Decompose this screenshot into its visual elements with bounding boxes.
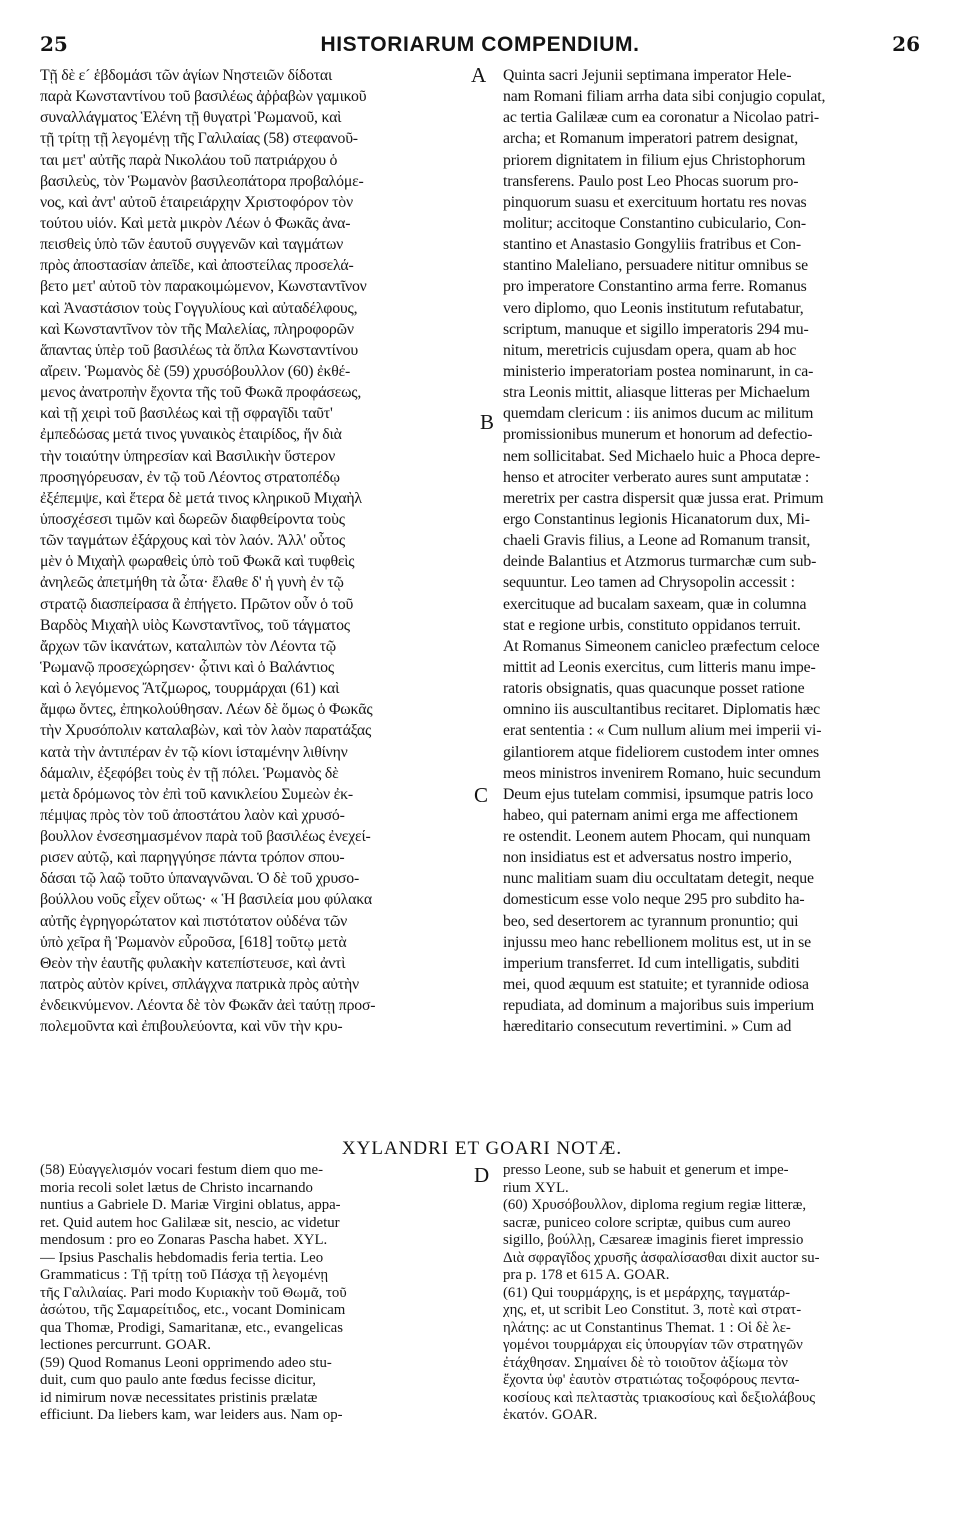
latin-text-line: repudiata, ad dominum a majoribus suis imperium (503, 997, 815, 1015)
greek-text-line: αἴρειν. Ῥωμανὸς δὲ (59) χρυσόβουλλον (60) ἐκθέ- (40, 362, 351, 380)
running-header (40, 32, 920, 60)
greek-text-line: ἄμφω ὄντες, ἐπηκολούθησαν. Λέων δὲ ὅμως ὁ Φωκᾶς (40, 701, 373, 719)
greek-text-line: τῇ τρίτῃ τῇ λεγομένῃ τῆς Γαλιλαίας (58) στεφανοῦ- (40, 130, 358, 148)
greek-text-line: πρὸς ἀποστασίαν ἀπεῖδε, καὶ ἀποστείλας προσελά- (40, 257, 354, 275)
note-line: presso Leone, sub se habuit et generum et impe- (503, 1162, 789, 1178)
note-line: (58) Εὐαγγελισμόν vocari festum diem quo me- (40, 1162, 324, 1178)
greek-text-line: βασιλεὺς, τὸν Ῥωμανὸν βασιλεοπάτορα προβαλόμε- (40, 172, 364, 190)
greek-text-line: τούτου υἱόν. Καὶ μετὰ μικρὸν Λέων ὁ Φωκᾶς ἀνα- (40, 214, 351, 232)
latin-text-line: nem sollicitabat. Sed Michaelo huic a Phoca depre- (503, 447, 821, 465)
greek-text-line: μενος ἀνατροπὴν ἔχοντα τῆς τοῦ Φωκᾶ προφάσεως, (40, 384, 362, 402)
note-line: χης, et, ut scribit Leo Constitut. 3, ποτὲ καὶ στρατ- (503, 1302, 802, 1318)
note-line: sigillo, βούλλῃ, Cæsareæ imaginis fieret impressio (503, 1232, 804, 1248)
greek-text-line: ἅπαντας ὑπὲρ τοῦ βασιλέως τὰ ὅπλα Κωνσταντίνου (40, 341, 358, 359)
latin-text-line: stantino et Anastasio Gongyliis fratribus et Con- (503, 236, 802, 254)
latin-text-line: ratoris obsignatis, quas quacunque posset ratione (503, 680, 805, 698)
greek-text-line: μετὰ δρόμωνος τὸν ἐπὶ τοῦ κανικλείου Συμεὼν ἐκ- (40, 785, 353, 803)
greek-text-line: δάμαλιν, ἐξεφόβει τοὺς ἐν τῇ πόλει. Ῥωμανὸς δὲ (40, 764, 339, 782)
greek-text-line: ρισεν αὐτῷ, καὶ παρηγγύησε πάντα τρόπον σπου- (40, 849, 345, 867)
latin-text-line: gilantiorem atque fideliorem custodem inter omnes (503, 743, 819, 761)
latin-text-line: nam Romani filiam arrha data sibi conjugio copulat, (503, 88, 826, 106)
latin-text-line: quemdam clericum : iis animos ducum ac militum (503, 405, 814, 423)
right-page-number: 26 (892, 32, 920, 56)
latin-text-line: vero diplomo, quo Leonis institutum refutabatur, (503, 299, 804, 317)
greek-text-line: στρατῷ διασπείρασα ἃ ἐπήγετο. Πρῶτον οὖν ὁ τοῦ (40, 595, 354, 613)
greek-text-line: κατὰ τὴν ἀντιπέραν ἐν τῷ κίονι ἱσταμένην λιθίνην (40, 743, 348, 761)
greek-text-line: Θεὸν τὴν ἑαυτῆς φυλακὴν κατεπίστευσε, καὶ ἀντὶ (40, 954, 346, 972)
note-line: ἀσώτου, τῆς Σαμαρείτιδος, etc., vocant Dominicam (40, 1302, 346, 1318)
notes-heading: XYLANDRI ET GOARI NOTÆ. (341, 1138, 623, 1159)
latin-text-line: habeo, qui paternam animi erga me affectionem (503, 806, 798, 824)
note-line: ἐτάχθησαν. Σημαίνει δὲ τὸ τοιοῦτον ἀξίωμα τὸν (503, 1354, 788, 1371)
note-line: mendosum : pro eo Zonaras Pascha habet. XYL. (40, 1232, 328, 1248)
latin-text-line: stra Leonis mittit, aliasque litteras per Michaelum (503, 384, 810, 402)
latin-text-line: stat e regione urbis, constituto oppidanos terruit. (503, 616, 801, 634)
greek-text-line: ται μετ' αὐτῆς παρὰ Νικολάου τοῦ πατριάρχου ὁ (40, 151, 338, 169)
latin-text-line: ac tertia Galilææ cum ea coronatur a Nicolao patri- (503, 109, 820, 127)
greek-text-line: μὲν ὁ Μιχαὴλ φωραθεὶς ὑπὸ τοῦ Φωκᾶ καὶ τυφθεὶς (40, 553, 355, 571)
greek-text-line: καὶ ὁ λεγόμενος Ἄτζμωρος, τουρμάρχαι (61) καὶ (40, 680, 340, 698)
left-page-number: 25 (40, 32, 68, 56)
greek-text-line: τὴν τοιαύτην ὑπηρεσίαν καὶ Βασιλικὴν ὕστερον (40, 447, 336, 465)
greek-text-line: πεισθεὶς ὑπὸ τῶν ἑαυτοῦ συγγενῶν καὶ ταγμάτων (40, 236, 344, 254)
latin-text-line: mittit ad Leonis exercitus, cum litteris manu impe- (503, 658, 816, 676)
note-line: (61) Qui τουρμάρχης, is et μεράρχης, ταγματάρ- (503, 1284, 791, 1301)
greek-text-line: βούλλου νοῦς εἶχεν οὕτως· « Ἡ βασιλεία μου φύλακα (40, 891, 372, 909)
latin-text-line: nitum, meretricis cujusdam opera, quam ab hoc (503, 341, 797, 359)
latin-text-column (503, 65, 925, 1140)
latin-text-line: archa; et Romanum imperatori patrem designat, (503, 130, 799, 148)
note-line: nuntius a Gabriele D. Mariæ Virgini oblatus, appa- (40, 1197, 341, 1213)
greek-text-line: καὶ Κωνσταντῖνον τὸν τῆς Μαλελίας, πληροφορῶν (40, 320, 354, 338)
note-line: qua Thomæ, Prodigi, Samaritanæ, etc., evangelicas (40, 1319, 343, 1336)
latin-text-line: omnino iis auscultantibus recitaret. Diplomatis hæc (503, 701, 821, 719)
greek-text-line: τῶν ταγμάτων ἐξάρχους καὶ τὸν λαόν. Ἀλλ' οὗτος (40, 532, 345, 550)
greek-text-line: προσηγόρευσαν, ἐν τῷ τοῦ Λέοντος στρατοπέδῳ (40, 468, 340, 486)
latin-text-line: meretrix per castra dispersit quæ jussa erat. Primum (503, 489, 824, 507)
latin-text-line: re ostendit. Leonem autem Phocam, qui nunquam (503, 828, 811, 846)
greek-text-line: καὶ Ἀναστάσιον τοὺς Γογγυλίους καὶ αὐταδέλφους, (40, 299, 358, 317)
notes-right-column (503, 1162, 925, 1522)
latin-text-line: injussu meo hanc rebellionem molitus est, ut in se (503, 933, 811, 951)
note-line: ἑκατόν. GOAR. (503, 1407, 598, 1423)
note-line: moria recoli solet lætus de Christo incarnando (40, 1179, 313, 1196)
greek-text-line: πολεμοῦντα καὶ ἐπιβουλεύοντα, καὶ νῦν τὴν κρυ- (40, 1018, 343, 1036)
greek-text-line: παρὰ Κωνσταντίνου τοῦ βασιλέως ἀῤῥαβὼν γαμικοῦ (40, 88, 367, 106)
latin-text-line: mei, quod æquum est statuite; et tyrannide odiosa (503, 976, 809, 994)
greek-text-line: δάσαι τῷ λαῷ τοῦτο ὑπαναγνῶναι. Ὁ δὲ τοῦ χρυσο- (40, 870, 360, 888)
latin-text-line: erat sententia : « Cum nullum alium mei imperii vi- (503, 722, 822, 740)
greek-text-line: ἀνηλεῶς ἀπετμήθη τὰ ὦτα· ἔλαθε δ' ἡ γυνὴ ἐν τῷ (40, 574, 344, 592)
latin-text-line: hæreditario consecutum revertimini. » Cum ad (503, 1018, 792, 1036)
greek-text-line: νος, καὶ ἀντ' αὐτοῦ ἑταιρειάρχην Χριστοφόρον τὸν (40, 193, 353, 211)
latin-text-line: deinde Balantius et Atzmorus turmarchæ cum sub- (503, 553, 817, 571)
note-line: ἔχοντα ὑφ' ἑαυτὸν στρατιώτας τοξοφόρους πεντα- (503, 1372, 800, 1388)
greek-text-line: ἐνδεικνύμενον. Λέοντα δὲ τὸν Φωκᾶν ἀεὶ ταύτῃ προσ- (40, 997, 376, 1015)
latin-text-line: stantino Maleliano, persuadere nititur omnibus se (503, 257, 809, 275)
greek-text-line: πατρὸς αὐτὸν κρίνει, σπλάγχνα πατρικὰ πρὸς αὐτὴν (40, 976, 359, 994)
margin-letter-b: B (480, 410, 495, 434)
greek-text-line: ἐξέπεμψε, καὶ ἕτερα δὲ μετά τινος κληρικοῦ Μιχαὴλ (40, 489, 362, 507)
note-line: rium XYL. (503, 1179, 569, 1196)
greek-text-line: ὑποσχέσεσι τιμῶν καὶ δωρεῶν διαφθείροντα τοὺς (40, 510, 345, 528)
latin-text-line: priorem dignitatem in filium ejus Christophorum (503, 151, 806, 169)
note-line: efficiunt. Da liebers kam, war leiders aus. Nam op- (40, 1407, 343, 1423)
greek-text-column (40, 65, 470, 1140)
greek-text-line: βουλλον ἐνσεσημασμένον παρὰ τοῦ βασιλέως ἐνεχεί- (40, 828, 371, 846)
greek-text-line: αὐτῆς ἐγρηγορώτατον καὶ πιστότατον οὐδένα τῶν (40, 912, 348, 930)
latin-text-line: At Romanus Simeonem canicleo præfectum celoce (503, 637, 820, 655)
latin-text-line: beo, sed desertorem ac tyrannum pronuntio; qui (503, 912, 799, 930)
note-line: pra p. 178 et 615 A. GOAR. (503, 1267, 670, 1283)
margin-letter-a: A (471, 63, 487, 87)
greek-text-line: Τῇ δὲ ε´ ἑβδομάσι τῶν ἁγίων Νηστειῶν δίδοται (40, 67, 333, 84)
note-line: ηλάτης: ac ut Constantinus Themat. 1 : Οἱ δὲ λε- (503, 1319, 791, 1336)
latin-text-line: chaeli Gravis filius, a Leone ad Romanum transit, (503, 532, 811, 550)
latin-text-line: pro imperatore Constantino arma ferre. Romanus (503, 278, 807, 296)
latin-text-line: domesticum esse volo neque 295 pro subdito ha- (503, 891, 805, 909)
latin-text-line: promissionibus munerum et honorum ad defectio- (503, 426, 813, 444)
margin-letter-c: C (474, 783, 489, 807)
latin-text-line: imperium transferret. Id cum intelligatis, subditi (503, 954, 800, 972)
latin-text-line: transferens. Paulo post Leo Phocas suorum pro- (503, 172, 799, 190)
latin-text-line: pinquorum suasu et exercituum hortatu res novas (503, 193, 807, 211)
note-line: (60) Χρυσόβουλλον, diploma regium regiæ litteræ, (503, 1197, 807, 1213)
latin-text-line: exercituque ad bucalam saxeam, quæ in columna (503, 595, 807, 613)
note-line: lectiones percurrunt. GOAR. (40, 1337, 211, 1353)
note-line: duit, cum quo paulo ante fœdus fecisse dicitur, (40, 1372, 316, 1388)
latin-text-line: nunc malitiam suam diu occultatam detegit, neque (503, 870, 814, 888)
note-line: Διὰ σφραγῖδος χρυσῆς ἀσφαλίσασθαι dixit auctor su- (503, 1249, 820, 1266)
greek-text-line: ἐμπεδώσας μετά τινος γυναικὸς ἑταιρίδος, ἥν διὰ (40, 426, 342, 444)
greek-text-line: ὑπὸ χεῖρα ἢ Ῥωμανὸν εὗροῦσα, [618] τοῦτῳ μετὰ (40, 933, 347, 951)
greek-text-line: βετο μετ' αὐτοῦ τὸν παρακοιμώμενον, Κωνσταντῖνον (40, 278, 367, 296)
latin-text-line: molitur; accitoque Constantino cubiculario, Con- (503, 214, 806, 232)
latin-text-line: non insidiatus est et adversatus nostro imperio, (503, 849, 792, 867)
latin-text-line: ergo Constantinus legionis Hicanatorum dux, Mi- (503, 510, 810, 528)
latin-text-line: henso et atrociter verberato aures sunt amputatæ : (503, 468, 810, 486)
note-line: sacræ, puniceo colore scriptæ, quibus cum aureo (503, 1214, 791, 1231)
note-line: — Ipsius Paschalis hebdomadis feria tertia. Leo (40, 1249, 324, 1266)
note-line: γομένοι τουρμάρχαι εἰς ὑπουργίαν τῶν στρατηγῶν (503, 1337, 803, 1353)
latin-text-line: Deum ejus tutelam commisi, ipsumque patris loco (503, 785, 814, 803)
note-line: (59) Quod Romanus Leoni opprimendo adeo stu- (40, 1354, 332, 1371)
latin-text-line: meos ministros invenirem Romano, huic secundum (503, 764, 821, 782)
latin-text-line: sequuntur. Leo tamen ad Chrysopolin accessit : (503, 574, 795, 592)
greek-text-line: Βαρδὸς Μιχαὴλ υἱὸς Κωνσταντῖνος, τοῦ τάγματος (40, 616, 350, 634)
latin-text-line: scriptum, manuque et sigillo imperatoris 294 mu- (503, 320, 809, 338)
note-line: κοσίους καὶ πελταστὰς τριακοσίους καὶ δεξιολάβους (503, 1389, 816, 1406)
note-line: Grammaticus : Τῇ τρίτῃ τοῦ Πάσχα τῇ λεγομένῃ (40, 1267, 329, 1283)
note-line: ret. Quid autem hoc Galilææ sit, nescio, ac videtur (40, 1214, 340, 1231)
greek-text-line: τὴν Χρυσόπολιν καταλαβὼν, καὶ τὸν λαὸν παρατάξας (40, 722, 372, 740)
greek-text-line: πέμψας πρὸς τὸν τοῦ ἀποστάτου λαὸν καὶ χρυσό- (40, 806, 345, 824)
notes-left-column (40, 1162, 470, 1522)
greek-text-line: συναλλάγματος Ἑλένη τῇ θυγατρὶ Ῥωμανοῦ, καὶ (40, 109, 342, 127)
latin-text-line: ministerio imperatoriam postea nominarunt, in ca- (503, 362, 814, 380)
latin-text-line: Quinta sacri Jejunii septimana imperator Hele- (503, 67, 792, 84)
note-line: τῆς Γαλιλαίας. Pari modo Κυριακὴν τοῦ Θωμᾶ, τοῦ (40, 1284, 347, 1301)
running-title: HISTORIARUM COMPENDIUM. (320, 33, 640, 56)
greek-text-line: καὶ τῇ χειρὶ τοῦ βασιλέως καὶ τῇ σφραγῖδι ταῦτ' (40, 405, 333, 423)
note-line: id nimirum novæ necessitates pristinis prælatæ (40, 1389, 318, 1406)
margin-letter-d: D (474, 1163, 490, 1187)
greek-text-line: ἄρχων τῶν ἱκανάτων, καταλιπὼν τὸν Λέοντα τῷ (40, 637, 336, 655)
greek-text-line: Ῥωμανῷ προσεχώρησεν· ᾧτινι καὶ ὁ Βαλάντιος (40, 658, 334, 676)
